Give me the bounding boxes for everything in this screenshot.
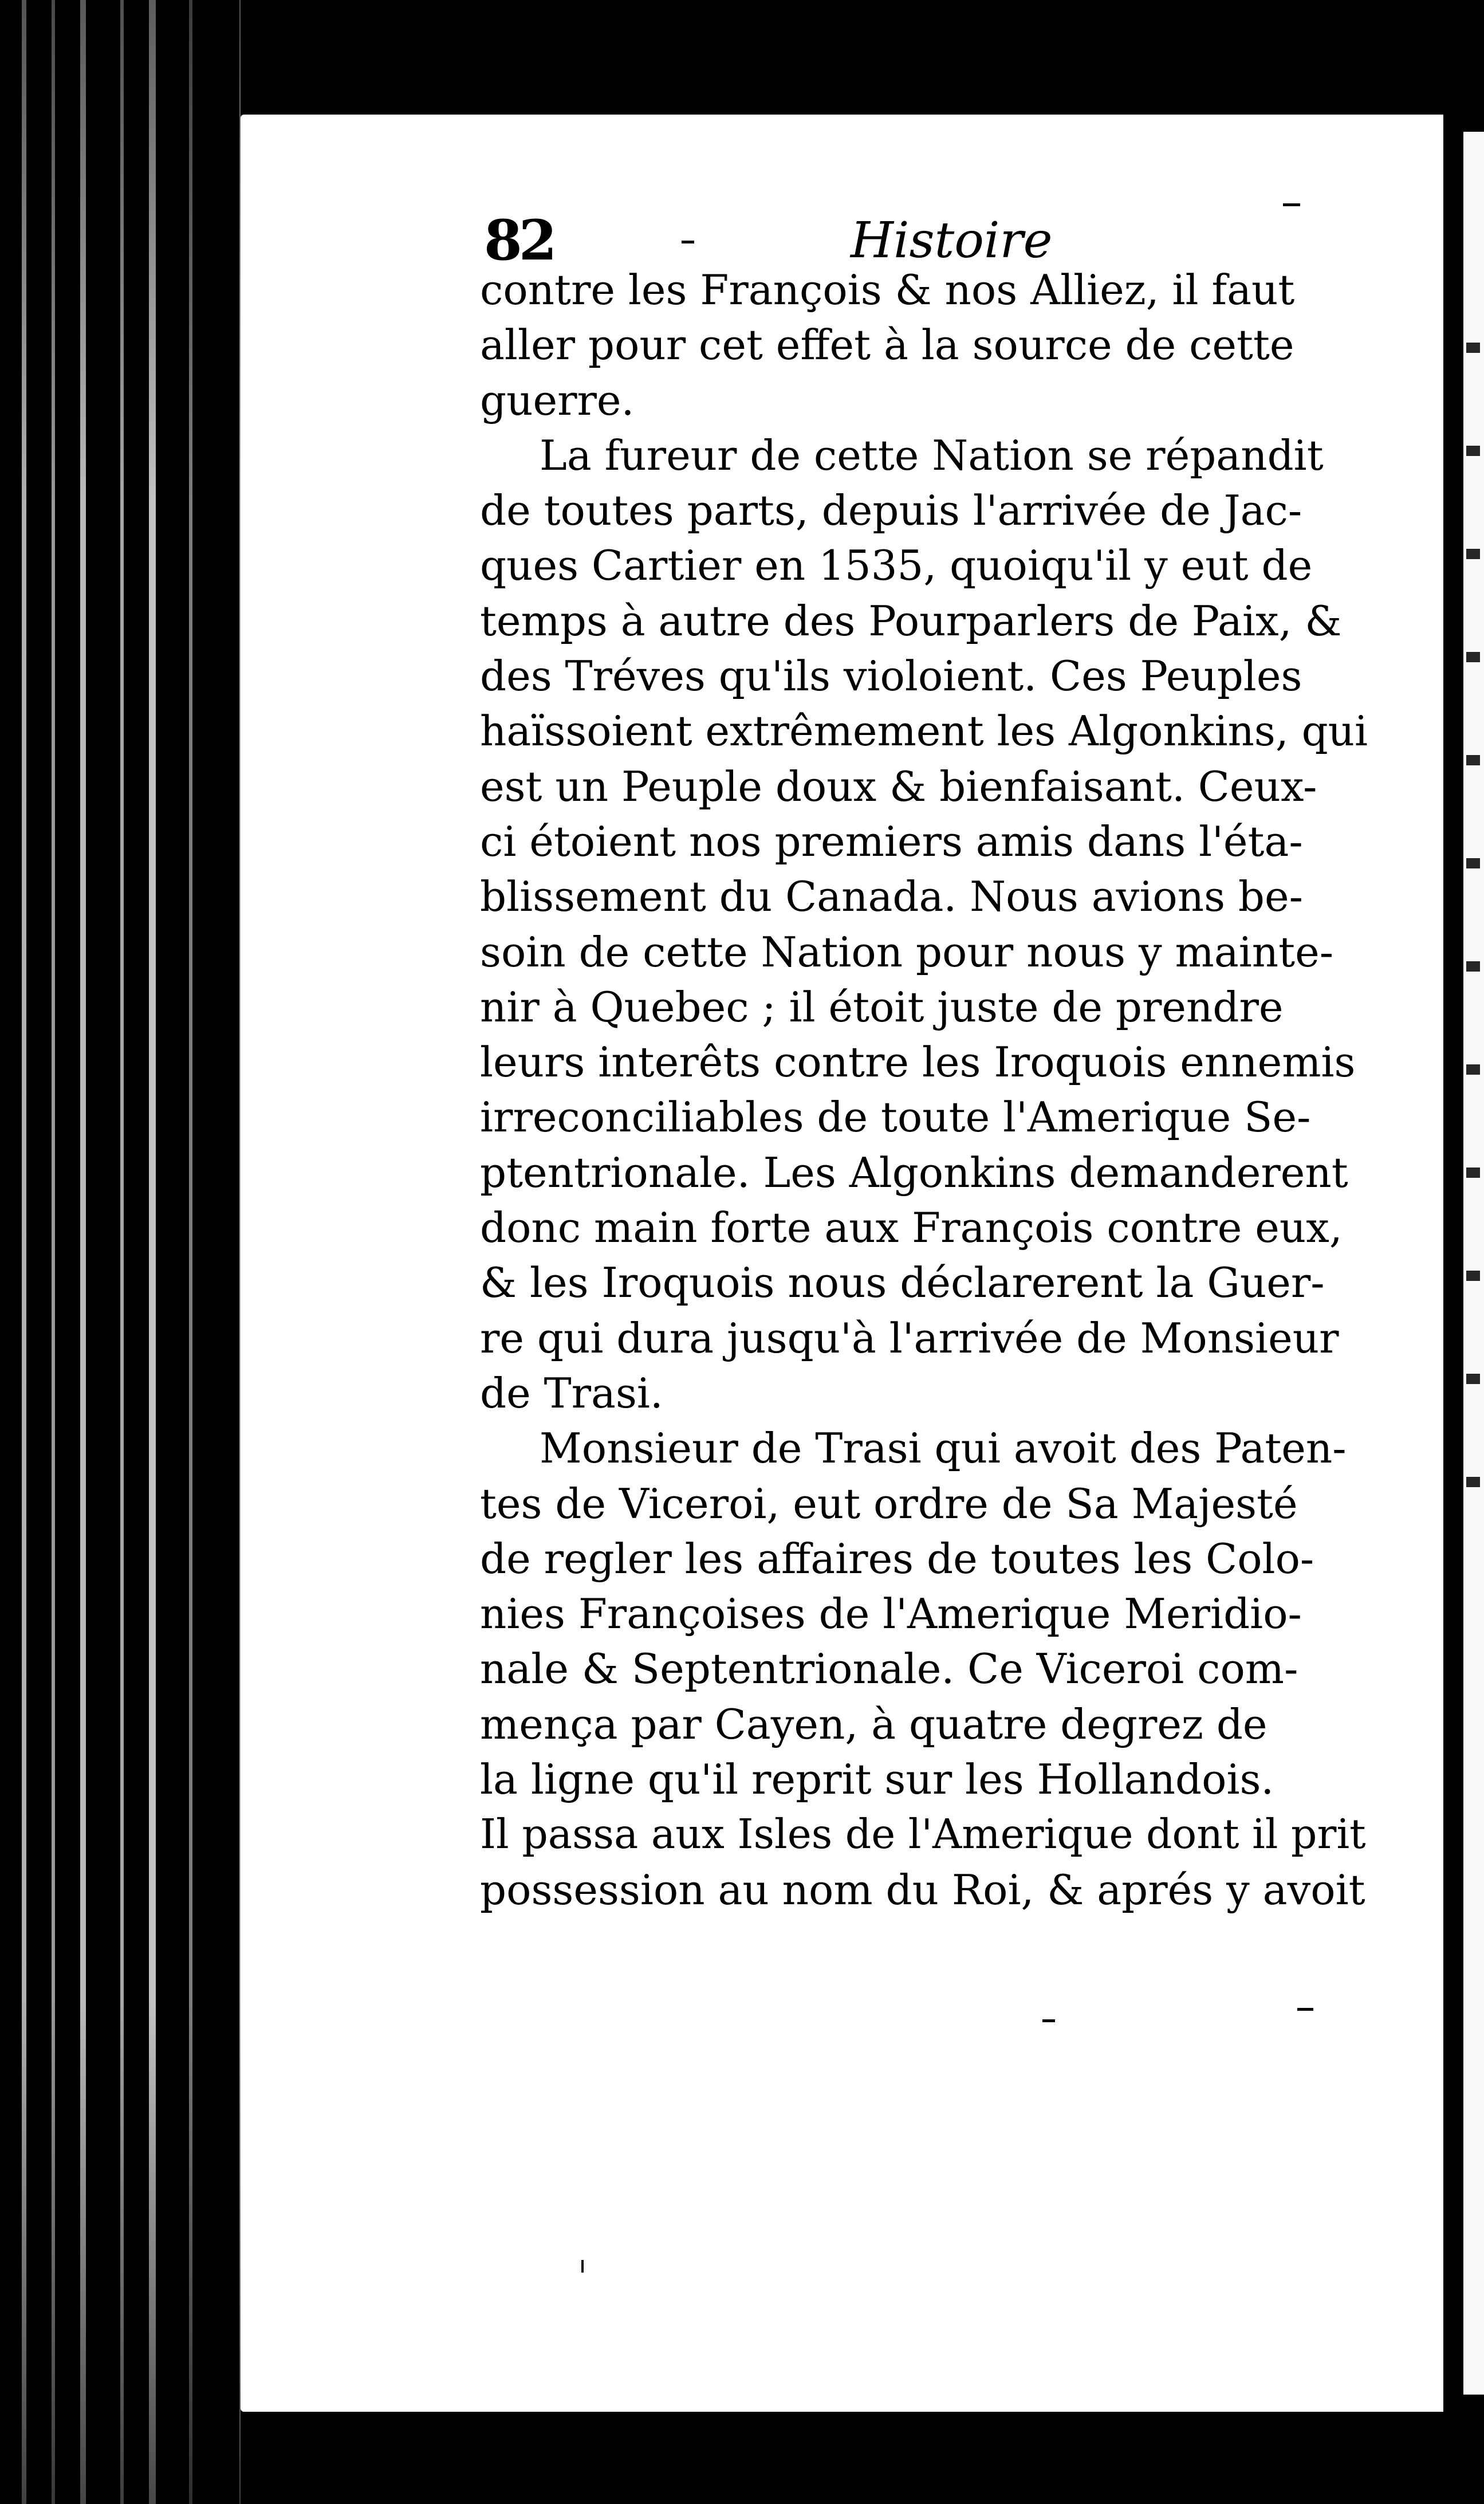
stray-mark bbox=[1297, 2008, 1313, 2011]
text-line: mença par Cayen, à quatre degrez de bbox=[480, 1700, 1267, 1748]
text-line: haïssoient extrêmement les Algonkins, qui bbox=[480, 707, 1368, 756]
stray-mark bbox=[581, 2260, 584, 2273]
text-line: donc main forte aux François contre eux, bbox=[480, 1204, 1343, 1252]
body-text bbox=[480, 262, 1373, 1917]
text-line: de Trasi. bbox=[480, 1369, 663, 1417]
adjacent-page-text-fragments bbox=[1466, 298, 1480, 1558]
text-line: nies Françoises de l'Amerique Meridio- bbox=[480, 1590, 1302, 1638]
text-line: contre les François & nos Alliez, il faut bbox=[480, 266, 1295, 314]
text-line: temps à autre des Pourparlers de Paix, & bbox=[480, 596, 1342, 645]
text-line: aller pour cet effet à la source de cette bbox=[480, 321, 1294, 369]
text-line: re qui dura jusqu'à l'arrivée de Monsieur bbox=[480, 1314, 1339, 1362]
text-line: possession au nom du Roi, & aprés y avoit bbox=[480, 1865, 1365, 1914]
text-line: irreconciliables de toute l'Amerique Se- bbox=[480, 1093, 1311, 1142]
page-number: 82 bbox=[484, 208, 554, 273]
text-line: leurs interêts contre les Iroquois ennemis bbox=[480, 1038, 1356, 1087]
text-line: tes de Viceroi, eut ordre de Sa Majesté bbox=[480, 1479, 1298, 1528]
running-title: Histoire bbox=[851, 212, 1053, 269]
text-line: La fureur de cette Nation se répandit bbox=[540, 431, 1324, 479]
text-line: blissement du Canada. Nous avions be- bbox=[480, 872, 1303, 921]
text-line: Monsieur de Trasi qui avoit des Paten- bbox=[540, 1424, 1347, 1473]
text-line: ci étoient nos premiers amis dans l'éta- bbox=[480, 817, 1303, 866]
text-line: soin de cette Nation pour nous y mainte- bbox=[480, 927, 1334, 976]
text-line: de toutes parts, depuis l'arrivée de Jac- bbox=[480, 486, 1302, 535]
text-line: nale & Septentrionale. Ce Viceroi com- bbox=[480, 1645, 1298, 1693]
text-line: guerre. bbox=[480, 376, 635, 424]
spine-shadow bbox=[0, 0, 241, 2504]
text-line: & les Iroquois nous déclarerent la Guer- bbox=[480, 1259, 1325, 1307]
stray-mark bbox=[1042, 2019, 1055, 2022]
text-line: nir à Quebec ; il étoit juste de prendre bbox=[480, 982, 1284, 1031]
text-line: ques Cartier en 1535, quoiqu'il y eut de bbox=[480, 541, 1313, 590]
text-line: ptentrionale. Les Algonkins demanderent bbox=[480, 1148, 1348, 1197]
text-line: est un Peuple doux & bienfaisant. Ceux- bbox=[480, 762, 1317, 811]
text-line: la ligne qu'il reprit sur les Hollandois. bbox=[480, 1755, 1274, 1804]
text-line: de regler les affaires de toutes les Colo- bbox=[480, 1534, 1314, 1583]
text-line: des Tréves qu'ils violoient. Ces Peuples bbox=[480, 652, 1302, 701]
text-line: Il passa aux Isles de l'Amerique dont il prit bbox=[480, 1810, 1366, 1858]
